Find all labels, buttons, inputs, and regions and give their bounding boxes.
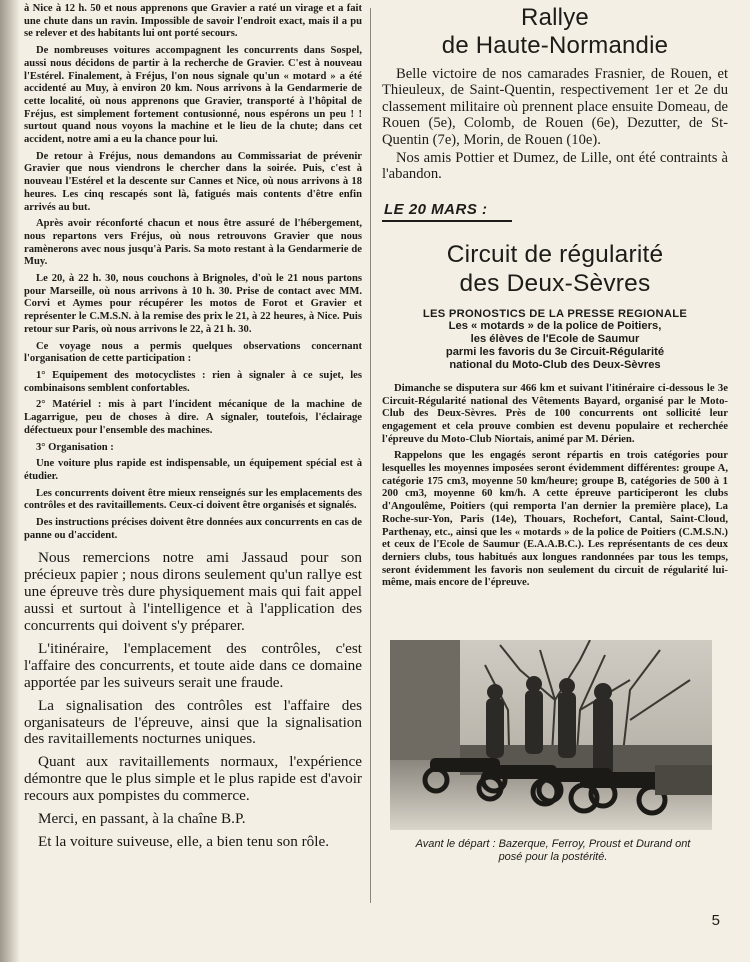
date-heading: LE 20 MARS : bbox=[384, 200, 488, 218]
circuit-body bbox=[382, 382, 728, 589]
paragraph: à Nice à 12 h. 50 et nous apprenons que Gravier a raté un virage et a fait une chute dans un ravin. Impossible de savoir l'endroit exact, mais il a pu se relever et des habitants lui ont porté secours. bbox=[24, 3, 362, 40]
page-number: 5 bbox=[711, 912, 720, 929]
left-large-text-block bbox=[24, 550, 362, 851]
paragraph: La signalisation des contrôles est l'affaire des organisateurs de l'épreuve, ainsi que la signalisation des ravitaillements nocturnes uniques. bbox=[24, 696, 362, 748]
paragraph: De nombreuses voitures accompagnent les concurrents dans Sospel, aussi nous décidons de partir à la recherche de Gravier. C'est à nouveau l'Estérel. Finalement, à Fréjus, l'on nous signale qu'un « motard » a été accidenté au Muy, à environ 20 km. Nous arrivons à la Gendarmerie de cette localité, où nous apprenons que Gravier, transporté à l'hôpital de Fréjus, est simplement fortement contusionné, nous espérons un peu ! ! surtout quand nous voyons la machine et le lieu de la chute; dans cet accident, notre ami a eu la chance pour lui. bbox=[24, 45, 362, 146]
rallye-title: Rallye de Haute-Normandie bbox=[441, 4, 669, 59]
paragraph: Belle victoire de nos camarades Frasnier, de Rouen, et Thieuleux, de Saint-Quentin, respectivement 1er et 2e du classement militaire où prennent place ensuite Domeau, de Rouen (5e), Colomb, de Rouen (6e), Dezutter, de St-Quentin (7e), Morin, de Rouen (10e). bbox=[382, 66, 728, 148]
paragraph: Une voiture plus rapide est indispensable, un équipement spécial est à étudier. bbox=[24, 458, 362, 482]
paragraph: 2° Matériel : mis à part l'incident mécanique de la machine de Lagarrigue, peu de choses à dire. A signaler, toutefois, l'éclairage défectueux pour l'ensemble des machines. bbox=[24, 399, 362, 436]
left-column bbox=[24, 0, 362, 962]
paragraph: Nos amis Pottier et Dumez, de Lille, ont été contraints à l'abandon. bbox=[382, 150, 728, 183]
pronostics-lines: Les « motards » de la police de Poitiers, les élèves de l'Ecole de Saumur parmi les favoris du 3e Circuit-Régularité national du Moto-Club des Deux-Sèvres bbox=[445, 319, 665, 371]
paragraph: Dimanche se disputera sur 466 km et suivant l'itinéraire ci-dessous le 3e Circuit-Régularité national des Vêtements Bayard, organisé par le Moto-Club des Deux-Sèvres. Près de 100 concurrents ont sollicité leur engagement et cela prouve combien est devenu populaire et recherchée l'épreuve du Moto-Club Niortais, animé par M. Dérien. bbox=[382, 381, 728, 445]
date-heading-block bbox=[382, 201, 728, 222]
paragraph: Le 20, à 22 h. 30, nous couchons à Brignoles, d'où le 21 nous partons pour Marseille, où nous arrivons à 10 h. 30. Prise de contact avec MM. Corvi et Aymes pour récupérer les motos de Forot et Gravier et représenter le C.M.S.N. à la remise des prix le 21, à 22 heures, à Nice. Puis retour sur Paris, où nous arrivons le 22, à 21 h. 30. bbox=[24, 273, 362, 335]
photo-caption: Avant le départ : Bazerque, Ferroy, Proust et Durand ont posé pour la postérité. bbox=[415, 838, 691, 863]
right-column bbox=[382, 0, 728, 962]
paragraph: Rappelons que les engagés seront répartis en trois catégories pour lesquelles les moyennes imposées seront évidemment différentes: groupe A, catégorie 175 cm3, moyenne 50 km/heure; groupe B, catégories de 500 à 1 200 cm3, moyenne 60 km/h. A cette épreuve participeront les clubs d'Angoulême, Poitiers (qui remporta l'an dernier la première place), La Roche-sur-Yon, Paris (14e), Thouars, Rochefort, Cantal, Saint-Cloud, Parthenay, etc., ainsi que les « motards » de la police de Poitiers (C.M.S.N.) et ceux de l'Ecole de Saumur (E.A.A.B.C.). Les représentants de ces deux derniers clubs, tous habitués aux longues randonnées par tous les temps, seront évidemment les favoris non seulement du circuit de régularité lui-même, mais encore de l'épreuve. bbox=[382, 449, 728, 589]
binding-gutter-shadow bbox=[0, 0, 20, 962]
riders-photo bbox=[390, 640, 712, 830]
paragraph: Des instructions précises doivent être données aux concurrents en cas de panne ou d'accident. bbox=[24, 517, 362, 541]
paragraph: Quant aux ravitaillements normaux, l'expérience démontre que le plus simple et le plus rapide est d'avoir recours aux pompistes du commerce. bbox=[24, 753, 362, 805]
column-divider bbox=[370, 8, 371, 903]
paragraph: De retour à Fréjus, nous demandons au Commissariat de prévenir Gravier que nous viendrons le chercher dans la soirée. Puis, c'est à nouveau l'Estérel et la descente sur Cannes et Nice, où nous arrivons à 18 heures. Les cinq rescapés sont là, fatigués mais contents d'être enfin arrivés au but. bbox=[24, 150, 362, 213]
riders-photo-illustration bbox=[390, 640, 712, 830]
left-small-text-block bbox=[24, 0, 362, 542]
rallye-body bbox=[382, 66, 728, 183]
paragraph: 3° Organisation : bbox=[36, 441, 114, 453]
paragraph: L'itinéraire, l'emplacement des contrôles, c'est l'affaire des concurrents, et toute aide dans ce domaine apportée par les suiveurs serait une fraude. bbox=[24, 639, 362, 691]
paragraph: Merci, en passant, à la chaîne B.P. bbox=[38, 810, 246, 828]
pronostics-heading: LES PRONOSTICS DE LA PRESSE REGIONALE bbox=[422, 307, 688, 320]
heading-underline bbox=[382, 220, 512, 222]
circuit-title: Circuit de régularité des Deux-Sèvres bbox=[446, 240, 664, 297]
paragraph: Les concurrents doivent être mieux renseignés sur les emplacements des contrôles et des ravitaillements. Ceux-ci doivent être organisés et signalés. bbox=[24, 487, 362, 512]
pronostics-block bbox=[382, 308, 728, 372]
paragraph: Après avoir réconforté chacun et nous être assuré de l'hébergement, nous repartons vers Fréjus, où nous retrouvons Gravier que nous ramènerons avec nous jusqu'à Paris. Sa moto restant à la Gendarmerie de Muy. bbox=[24, 218, 362, 268]
paragraph: Ce voyage nous a permis quelques observations concernant l'organisation de cette participation : bbox=[24, 340, 362, 365]
paragraph: Et la voiture suiveuse, elle, a bien tenu son rôle. bbox=[38, 833, 330, 851]
paragraph: Nous remercions notre ami Jassaud pour son précieux papier ; nous dirons seulement qu'un rallye est une épreuve très dure physiquement mais qui fait appel aussi et surtout à l'intelligence et à l'application des concurrents qui doivent s'y préparer. bbox=[24, 549, 362, 635]
paragraph: 1° Equipement des motocyclistes : rien à signaler à ce sujet, les combinaisons semblent confortables. bbox=[24, 369, 362, 394]
